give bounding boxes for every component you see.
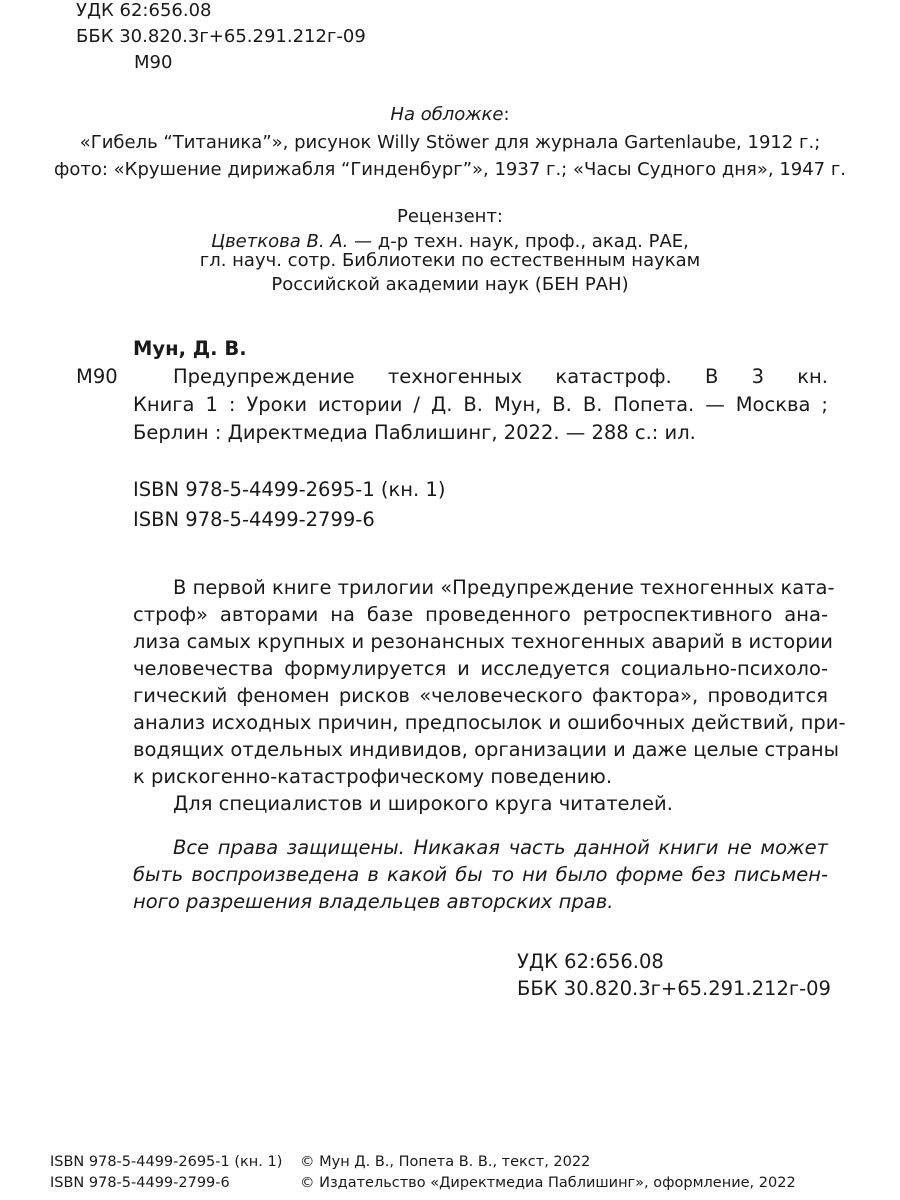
biblio-line-2: Книга 1 : Уроки истории / Д. В. Мун, В. В. Попета. — Москва ;: [133, 393, 828, 416]
annotation-line: водящих отдельных индивидов, организации и даже целые страны: [133, 738, 840, 761]
bbk-code-top: ББК 30.820.3г+65.291.212г-09: [76, 26, 366, 47]
reviewer-line-3: Российской академии наук (БЕН РАН): [271, 274, 629, 295]
udk-code-bottom: УДК 62:656.08: [517, 950, 664, 973]
reviewer-heading: Рецензент:: [397, 206, 503, 227]
reviewer-line-2: гл. науч. сотр. Библиотеки по естественным наукам: [199, 250, 701, 271]
biblio-line-1: Предупреждение техногенных катастроф. В 3 кн.: [173, 365, 828, 388]
annotation-line: к рискогенно-катастрофическому поведению.: [133, 765, 613, 788]
cover-note-heading: [0, 104, 900, 125]
annotation-audience: Для специалистов и широкого круга читателей.: [173, 792, 673, 815]
footer-isbn-1: ISBN 978-5-4499-2695-1 (кн. 1): [50, 1154, 283, 1170]
rights-line: ного разрешения владельцев авторских прав.: [133, 890, 614, 913]
isbn-line-1: ISBN 978-5-4499-2695-1 (кн. 1): [133, 478, 446, 501]
footer-isbn-2: ISBN 978-5-4499-2799-6: [50, 1175, 230, 1191]
bbk-code-bottom: ББК 30.820.3г+65.291.212г-09: [517, 977, 831, 1000]
annotation-line: анализ исходных причин, предпосылок и ошибочных действий, при-: [133, 711, 846, 734]
annotation-line: лиза самых крупных и резонансных техногенных аварий в истории: [133, 630, 833, 653]
udk-code-top: УДК 62:656.08: [76, 0, 212, 21]
footer-copyright-text: © Мун Д. В., Попета В. В., текст, 2022: [300, 1154, 591, 1170]
reviewer-line-1: [0, 231, 900, 252]
footer-copyright-design: © Издательство «Директмедиа Паблишинг», оформление, 2022: [300, 1175, 796, 1191]
isbn-line-2: ISBN 978-5-4499-2799-6: [133, 508, 375, 531]
cover-note-heading-text: На обложке: [390, 104, 504, 125]
author-mark-top: М90: [134, 52, 173, 73]
biblio-mark: М90: [76, 365, 118, 388]
cover-note-line-2: фото: «Крушение дирижабля “Гинденбург”», 1937 г.; «Часы Судного дня», 1947 г.: [53, 159, 847, 180]
annotation-line: человечества формулируется и исследуется социально-психоло-: [133, 657, 828, 680]
rights-line: быть воспроизведена в какой бы то ни было форме без письмен-: [133, 863, 828, 886]
biblio-line-3: Берлин : Директмедиа Паблишинг, 2022. — 288 с.: ил.: [133, 421, 696, 444]
annotation-line: В первой книге трилогии «Предупреждение техногенных ката-: [173, 576, 835, 599]
reviewer-name: Цветкова В. А.: [211, 231, 349, 252]
reviewer-credentials: — д-р техн. наук, проф., акад. РАЕ,: [348, 231, 689, 252]
annotation-line: строф» авторами на базе проведенного ретроспективного ана-: [133, 603, 828, 626]
cover-note-line-1: «Гибель “Титаника”», рисунок Willy Stöwer для журнала Gartenlaube, 1912 г.;: [79, 132, 821, 153]
cover-note-heading-colon: :: [503, 104, 510, 125]
annotation-line: гический феномен рисков «человеческого фактора», проводится: [133, 684, 828, 707]
biblio-author: Мун, Д. В.: [133, 337, 247, 360]
rights-line: Все права защищены. Никакая часть данной книги не может: [173, 836, 828, 859]
